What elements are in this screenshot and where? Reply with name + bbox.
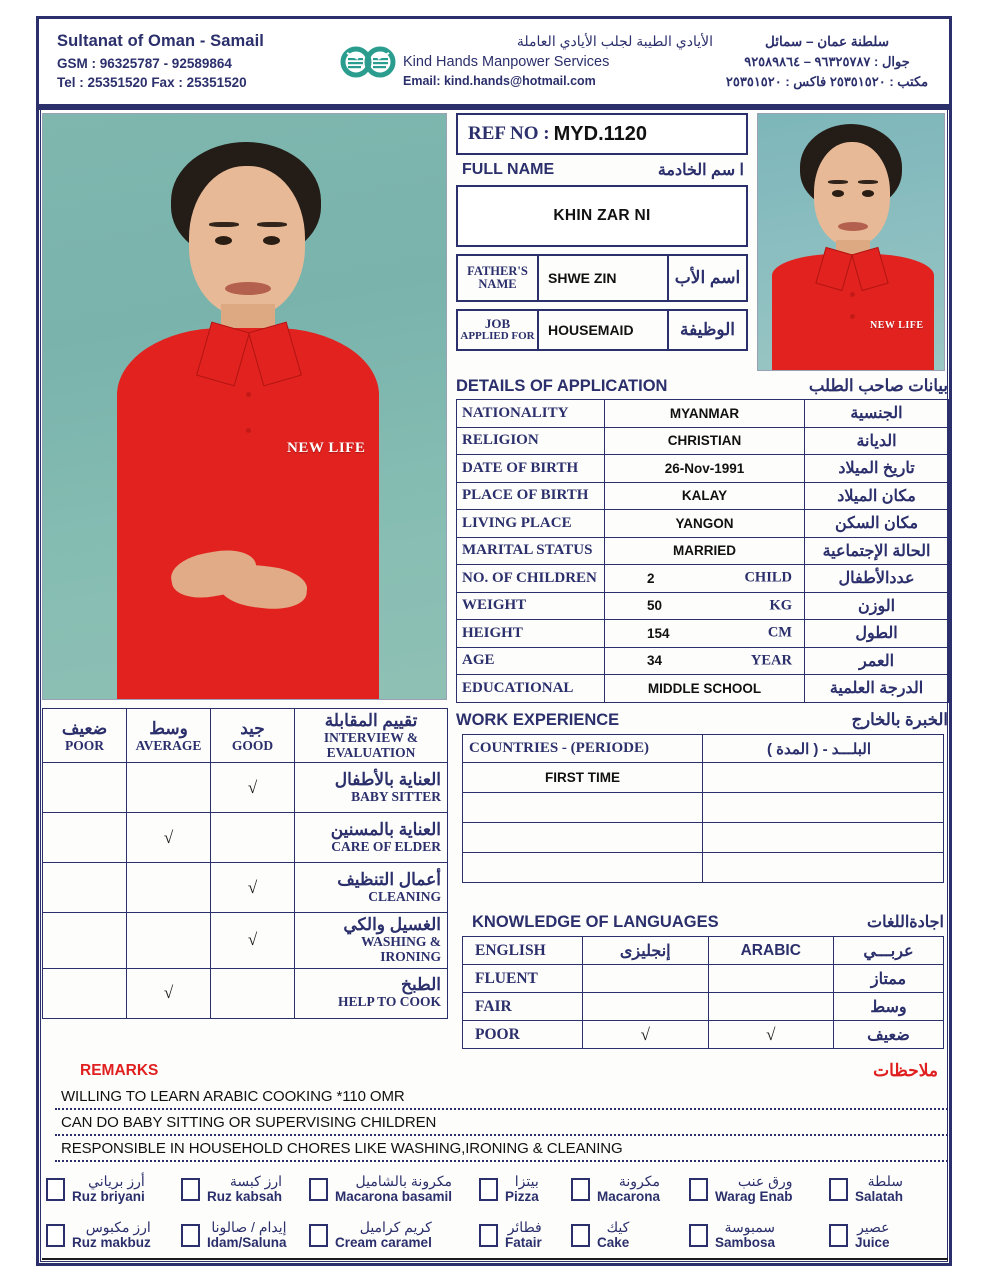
detail-value-text: 50: [647, 598, 663, 614]
checkbox[interactable]: [479, 1178, 498, 1201]
food-checkbox-item[interactable]: [475, 1167, 567, 1211]
kind-hands-logo-icon: [339, 39, 397, 85]
food-checkbox-item[interactable]: [567, 1213, 685, 1257]
eval-rating-cell[interactable]: [43, 913, 127, 968]
eval-header-en-1: INTERVIEW &: [323, 730, 419, 746]
eval-col-en: AVERAGE: [135, 737, 202, 753]
header-company-names: [403, 32, 713, 90]
eval-task-en: CARE OF ELDER: [331, 839, 441, 855]
tel-fax-line: Tel : 25351520 Fax : 25351520: [57, 75, 247, 91]
work-experience-title: [456, 708, 948, 732]
food-checkbox-item[interactable]: [685, 1167, 825, 1211]
eval-col-ar: جيد: [240, 718, 265, 738]
eval-task-ar: أعمال التنظيف: [337, 870, 441, 890]
food-label-en: Ruz makbuz: [72, 1235, 151, 1251]
eval-rating-cell[interactable]: [211, 968, 295, 1018]
food-label-ar: مكرونة بالشاميل: [355, 1172, 453, 1189]
food-checkbox-item[interactable]: [685, 1213, 825, 1257]
eval-column-header: [127, 709, 211, 763]
job-label-line1: JOB: [484, 316, 511, 332]
eval-rating-cell[interactable]: [127, 968, 211, 1018]
table-row: [457, 400, 949, 428]
remarks-title-ar: ملاحظات: [873, 1061, 938, 1080]
languages-title-en: KNOWLEDGE OF LANGUAGES: [472, 912, 719, 931]
detail-label-arabic: عددالأطفال: [805, 565, 949, 593]
detail-key: MARITAL STATUS: [457, 537, 605, 565]
food-label-ar: أرز برياني: [88, 1172, 145, 1189]
lang-english-header-ar: إنجليزى: [583, 937, 709, 965]
detail-label-arabic: الطول: [805, 620, 949, 648]
food-checkbox-item[interactable]: [825, 1213, 930, 1257]
check-mark-icon: √: [247, 877, 258, 897]
company-name-arabic: الأيادي الطيبة لجلب الأيادي العاملة: [516, 33, 713, 50]
eval-task-label: [295, 863, 448, 913]
food-label-en: Ruz kabsah: [207, 1189, 283, 1205]
lang-level-label-en: POOR: [463, 1021, 583, 1049]
food-checkbox-row-1: [42, 1166, 948, 1212]
fathers-name-label-line2: NAME: [478, 277, 517, 291]
detail-value: [605, 565, 805, 593]
details-section-title: [456, 374, 948, 398]
detail-value: [605, 592, 805, 620]
details-title-ar: بيانات صاحب الطلب: [808, 377, 948, 395]
detail-key: DATE OF BIRTH: [457, 455, 605, 483]
eval-column-header: [43, 709, 127, 763]
fathers-name-label-en: [456, 254, 538, 302]
lang-english-cell[interactable]: [583, 1021, 709, 1049]
food-label-ar: ارز مكبوس: [85, 1218, 151, 1235]
eval-rating-cell[interactable]: [43, 863, 127, 913]
detail-key: EDUCATIONAL: [457, 675, 605, 703]
table-row: [457, 565, 949, 593]
table-row: [457, 427, 949, 455]
eval-rating-cell[interactable]: [211, 863, 295, 913]
checkbox[interactable]: [689, 1224, 708, 1247]
checkbox[interactable]: [571, 1178, 590, 1201]
table-row: [457, 510, 949, 538]
detail-value: MYANMAR: [605, 400, 805, 428]
lang-level-label-ar: وسط: [834, 993, 944, 1021]
full-name-box: [456, 185, 748, 247]
eval-task-en: BABY SITTER: [351, 789, 441, 805]
table-row: [457, 620, 949, 648]
food-checkbox-item[interactable]: [177, 1167, 305, 1211]
eval-column-header: [211, 709, 295, 763]
food-label: [207, 1174, 282, 1205]
check-mark-icon: √: [163, 983, 174, 1002]
table-row: [457, 592, 949, 620]
food-label: [597, 1220, 629, 1251]
work-header-en: COUNTRIES - (PERIODE): [463, 735, 703, 763]
food-label: [335, 1220, 432, 1251]
eval-rating-cell[interactable]: [43, 968, 127, 1018]
food-label: [505, 1174, 539, 1205]
food-label-ar: إيدام / صالونا: [211, 1218, 287, 1235]
check-mark-icon: √: [766, 1024, 776, 1044]
food-label-ar: كيك: [606, 1218, 630, 1235]
ref-no-label: REF NO :: [468, 123, 550, 144]
table-row: [43, 763, 448, 813]
lang-level-label-ar: ممتاز: [834, 965, 944, 993]
food-label-en: Idam/Saluna: [207, 1235, 287, 1251]
lang-level-label-en: FAIR: [463, 993, 583, 1021]
food-label-en: Cream caramel: [335, 1235, 432, 1251]
food-label: [715, 1220, 775, 1251]
food-label-en: Pizza: [505, 1189, 539, 1205]
detail-key: NATIONALITY: [457, 400, 605, 428]
detail-key: NO. OF CHILDREN: [457, 565, 605, 593]
food-label-en: Ruz briyani: [72, 1189, 145, 1205]
checkbox[interactable]: [46, 1224, 65, 1247]
page-header: [39, 19, 949, 104]
lang-arabic-header-en: ARABIC: [708, 937, 834, 965]
food-label-en: Cake: [597, 1235, 630, 1251]
food-label-en: Fatair: [505, 1235, 542, 1251]
work-period-cell[interactable]: [703, 793, 944, 823]
table-row: [43, 913, 448, 968]
header-divider-band: [39, 104, 949, 110]
eval-task-en: HELP TO COOK: [337, 994, 441, 1010]
full-name-label-ar: ا سم الخادمة: [657, 162, 744, 179]
eval-task-label: [295, 913, 448, 968]
eval-task-label: [295, 763, 448, 813]
detail-value: MIDDLE SCHOOL: [605, 675, 805, 703]
shirt-brand-text: NEW LIFE: [287, 440, 366, 456]
work-country-cell[interactable]: [463, 823, 703, 853]
table-row: [457, 647, 949, 675]
food-label: [335, 1174, 452, 1205]
work-title-en: WORK EXPERIENCE: [456, 710, 620, 729]
work-country-cell[interactable]: [463, 793, 703, 823]
fathers-name-label-line1: FATHER'S: [467, 263, 528, 278]
ref-no-box: [456, 113, 748, 155]
eval-col-en: POOR: [65, 737, 104, 753]
detail-label-arabic: الجنسية: [805, 400, 949, 428]
food-label: [72, 1220, 151, 1251]
food-label-en: Juice: [855, 1235, 890, 1251]
food-label-ar: فطائر: [507, 1218, 542, 1235]
food-label: [597, 1174, 660, 1205]
country-line-arabic: سلطنة عمان – سمائل: [764, 33, 890, 49]
eval-rating-cell[interactable]: [43, 763, 127, 813]
languages-title: [472, 910, 944, 934]
eval-task-en: CLEANING: [368, 889, 441, 905]
work-experience-table: [462, 734, 944, 883]
eval-col-en: GOOD: [231, 737, 274, 753]
remarks-header: [42, 1058, 948, 1084]
food-label-ar: عصير: [857, 1218, 890, 1235]
remark-line-2: CAN DO BABY SITTING OR SUPERVISING CHILDREN: [55, 1110, 948, 1136]
check-mark-icon: √: [247, 930, 258, 950]
office-fax-line-arabic: مكتب : ٢٥٣٥١٥٢٠ فاكس : ٢٥٣٥١٥٢٠: [725, 73, 929, 89]
food-label: [207, 1220, 287, 1251]
page-bottom-rule: [42, 1258, 948, 1260]
table-row: [457, 537, 949, 565]
job-applied-label-en: [456, 309, 538, 351]
detail-label-arabic: العمر: [805, 647, 949, 675]
detail-key: PLACE OF BIRTH: [457, 482, 605, 510]
lang-level-label-en: FLUENT: [463, 965, 583, 993]
food-label: [855, 1174, 903, 1205]
lang-english-cell[interactable]: [583, 993, 709, 1021]
work-period-cell[interactable]: [703, 763, 944, 793]
header-right-contact-arabic: [713, 32, 949, 91]
food-label: [715, 1174, 793, 1205]
food-checkbox-item[interactable]: [567, 1167, 685, 1211]
eval-task-en: WASHING & IRONING: [361, 934, 441, 965]
detail-value-text: 34: [647, 653, 663, 669]
lang-english-cell[interactable]: [583, 965, 709, 993]
applicant-identity-panel: [456, 113, 748, 351]
detail-label-arabic: مكان السكن: [805, 510, 949, 538]
table-row: [463, 1021, 944, 1049]
food-label-ar: ارز كبسة: [229, 1172, 283, 1189]
food-checkbox-row-2: [42, 1212, 948, 1258]
company-country-line: Sultanat of Oman - Samail: [57, 31, 264, 50]
eval-header-en-2: EVALUATION: [326, 745, 416, 761]
table-row: [463, 763, 944, 793]
detail-unit: YEAR: [750, 652, 792, 669]
work-title-ar: الخبرة بالخارج: [851, 711, 948, 729]
ref-no-value: MYD.1120: [553, 122, 648, 145]
eval-rating-cell[interactable]: [211, 813, 295, 863]
food-label: [72, 1174, 145, 1205]
header-left-contact: [39, 30, 339, 93]
detail-key: WEIGHT: [457, 592, 605, 620]
food-label: [505, 1220, 542, 1251]
work-country-cell[interactable]: [463, 853, 703, 883]
table-header-row: [43, 709, 448, 763]
detail-label-arabic: الوزن: [805, 592, 949, 620]
detail-unit: KG: [769, 597, 792, 614]
lang-arabic-cell[interactable]: [708, 993, 834, 1021]
food-checkbox-item[interactable]: [177, 1213, 305, 1257]
work-header-ar: البلـــد - ( المدة ): [703, 735, 944, 763]
remark-line-1: WILLING TO LEARN ARABIC COOKING *110 OMR: [55, 1084, 948, 1110]
full-name-label-en: FULL NAME: [462, 161, 555, 178]
food-label: [855, 1220, 890, 1251]
detail-key: AGE: [457, 647, 605, 675]
eval-task-ar: الطبخ: [401, 975, 441, 995]
detail-value-text: 2: [647, 570, 655, 586]
work-period-cell[interactable]: [703, 823, 944, 853]
checkbox[interactable]: [309, 1224, 328, 1247]
detail-key: RELIGION: [457, 427, 605, 455]
table-row: [463, 853, 944, 883]
detail-label-arabic: الدرجة العلمية: [805, 675, 949, 703]
job-applied-row: [456, 309, 748, 351]
eval-task-ar: العناية بالمسنين: [330, 820, 441, 840]
lang-arabic-cell[interactable]: [708, 965, 834, 993]
fathers-name-row: [456, 254, 748, 302]
food-label-ar: سلطة: [867, 1172, 904, 1189]
detail-value: YANGON: [605, 510, 805, 538]
detail-key: HEIGHT: [457, 620, 605, 648]
detail-label-arabic: مكان الميلاد: [805, 482, 949, 510]
work-country-cell[interactable]: FIRST TIME: [463, 763, 703, 793]
table-row: [457, 455, 949, 483]
remark-line-3: RESPONSIBLE IN HOUSEHOLD CHORES LIKE WASHING,IRONING & CLEANING: [55, 1136, 948, 1162]
job-applied-label-ar: الوظيفة: [668, 309, 748, 351]
food-label-en: Sambosa: [715, 1235, 776, 1251]
detail-value: [605, 647, 805, 675]
eval-task-label: [295, 968, 448, 1018]
table-header-row: [463, 735, 944, 763]
lang-arabic-header-ar: عربـــي: [834, 937, 944, 965]
languages-table: [462, 936, 944, 1049]
lang-arabic-cell[interactable]: [708, 1021, 834, 1049]
detail-label-arabic: الديانة: [805, 427, 949, 455]
table-row: [463, 793, 944, 823]
details-title-en: DETAILS OF APPLICATION: [456, 376, 668, 395]
table-row: [463, 823, 944, 853]
check-mark-icon: √: [247, 777, 258, 797]
eval-rating-cell[interactable]: [127, 813, 211, 863]
checkbox[interactable]: [829, 1224, 848, 1247]
eval-task-ar: العناية بالأطفال: [334, 770, 441, 790]
checkbox[interactable]: [571, 1224, 590, 1247]
checkbox[interactable]: [479, 1224, 498, 1247]
eval-header-ar: تقييم المقابلة: [324, 711, 418, 730]
fathers-name-label-ar: اسم الأب: [668, 254, 748, 302]
checkbox[interactable]: [181, 1224, 200, 1247]
eval-rating-cell[interactable]: [43, 813, 127, 863]
eval-rating-cell[interactable]: [127, 863, 211, 913]
company-email: Email: kind.hands@hotmail.com: [403, 73, 596, 88]
work-period-cell[interactable]: [703, 853, 944, 883]
eval-task-label: [295, 813, 448, 863]
table-row: [457, 482, 949, 510]
food-label-ar: مكرونة: [618, 1172, 661, 1189]
checkbox[interactable]: [829, 1178, 848, 1201]
detail-value-text: 154: [647, 625, 670, 641]
detail-value: [605, 620, 805, 648]
eval-col-ar: ضعيف: [61, 718, 108, 738]
full-name-value: KHIN ZAR NI: [553, 207, 651, 224]
food-checkbox-item[interactable]: [475, 1213, 567, 1257]
fathers-name-value: SHWE ZIN: [538, 254, 668, 302]
detail-value: CHRISTIAN: [605, 427, 805, 455]
food-label-en: Salatah: [855, 1189, 904, 1205]
lang-level-header: ENGLISH: [463, 937, 583, 965]
eval-rating-cell[interactable]: [211, 763, 295, 813]
checkbox[interactable]: [46, 1178, 65, 1201]
check-mark-icon: √: [640, 1024, 650, 1044]
lang-level-label-ar: ضعيف: [834, 1021, 944, 1049]
eval-header-title: [295, 709, 448, 763]
remarks-title-en: REMARKS: [80, 1062, 159, 1079]
food-label-ar: ورق عنب: [737, 1172, 793, 1189]
table-row: [463, 993, 944, 1021]
eval-rating-cell[interactable]: [127, 763, 211, 813]
mobile-line-arabic: جوال : ٩٦٣٢٥٧٨٧ – ٩٢٥٨٩٨٦٤: [744, 54, 910, 70]
detail-value: 26-Nov-1991: [605, 455, 805, 483]
food-checkbox-item[interactable]: [42, 1167, 177, 1211]
detail-unit: CHILD: [744, 569, 792, 586]
food-checkbox-item[interactable]: [42, 1213, 177, 1257]
food-label-ar: كريم كراميل: [359, 1218, 432, 1235]
checkbox[interactable]: [181, 1178, 200, 1201]
table-header-row: [463, 937, 944, 965]
table-row: [43, 968, 448, 1018]
detail-unit: CM: [767, 624, 792, 641]
detail-key: LIVING PLACE: [457, 510, 605, 538]
food-label-ar: سمبوسة: [724, 1218, 776, 1235]
checkbox[interactable]: [309, 1178, 328, 1201]
job-applied-value: HOUSEMAID: [538, 309, 668, 351]
applicant-portrait-photo: [757, 113, 945, 371]
gsm-line: GSM : 96325787 - 92589864: [57, 55, 232, 71]
detail-label-arabic: تاريخ الميلاد: [805, 455, 949, 483]
food-skills-section: [42, 1166, 948, 1258]
table-row: [43, 813, 448, 863]
food-label-en: Macarona basamil: [335, 1189, 453, 1205]
table-row: [457, 675, 949, 703]
languages-title-ar: اجادةاللغات: [867, 914, 944, 931]
check-mark-icon: √: [163, 827, 174, 847]
food-checkbox-item[interactable]: [305, 1213, 475, 1257]
table-row: [463, 965, 944, 993]
shirt-brand-text-small: NEW LIFE: [870, 320, 924, 331]
checkbox[interactable]: [689, 1178, 708, 1201]
company-name-english: Kind Hands Manpower Services: [403, 54, 610, 71]
eval-rating-cell[interactable]: [211, 913, 295, 968]
detail-label-arabic: الحالة الإجتماعية: [805, 537, 949, 565]
food-label-en: Warag Enab: [715, 1189, 793, 1205]
table-row: [43, 863, 448, 913]
eval-task-ar: الغسيل والكي: [343, 915, 441, 935]
detail-value: KALAY: [605, 482, 805, 510]
details-table: [456, 399, 949, 703]
applicant-full-photo: [42, 113, 447, 700]
food-label-en: Macarona: [597, 1189, 661, 1205]
food-checkbox-item[interactable]: [305, 1167, 475, 1211]
food-checkbox-item[interactable]: [825, 1167, 930, 1211]
detail-value: MARRIED: [605, 537, 805, 565]
food-label-ar: بيتزا: [514, 1172, 539, 1189]
interview-evaluation-table: [42, 708, 448, 1019]
full-name-label-row: [456, 155, 748, 185]
job-label-line2: APPLIED FOR: [460, 330, 535, 343]
eval-rating-cell[interactable]: [127, 913, 211, 968]
eval-col-ar: وسط: [149, 718, 188, 738]
